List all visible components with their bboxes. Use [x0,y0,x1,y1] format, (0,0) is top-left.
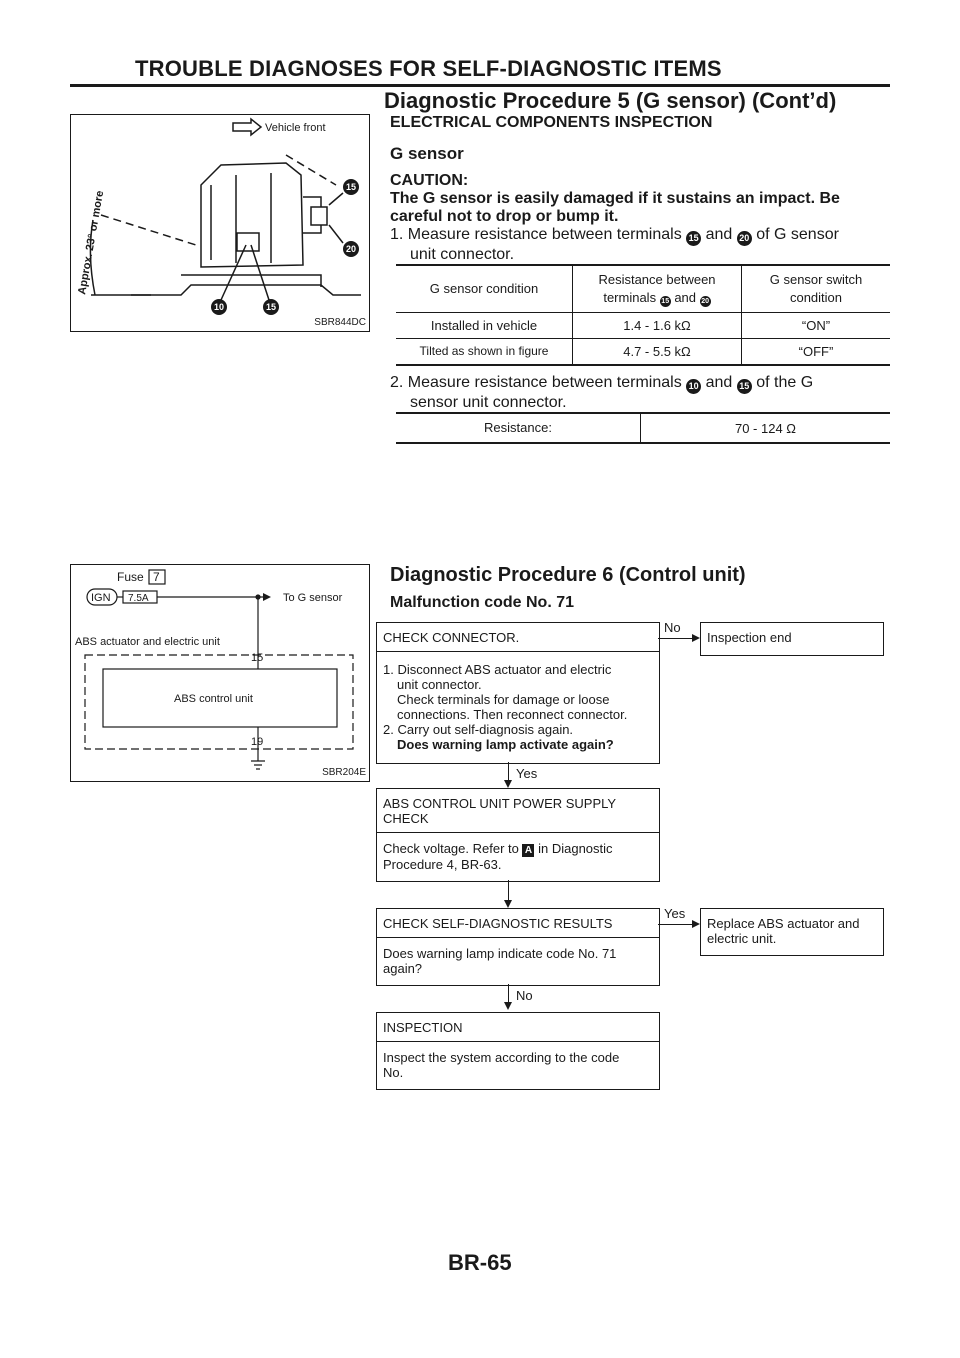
terminal-15-icon: 15 [661,297,670,305]
inspection-end-text: Inspection end [707,630,792,645]
connector [658,924,694,925]
malfunction-code-title: Malfunction code No. 71 [390,594,575,611]
header-rule [70,84,890,87]
terminal-20-marker: 20 [345,244,357,254]
g-sensor-drawing [71,115,369,331]
terminal-20-icon: 20 [737,231,752,246]
inspection-heading: ELECTRICAL COMPONENTS INSPECTION [390,114,713,131]
refer-text-2: in Diagnostic [538,841,613,856]
terminal-15-marker: 15 [345,182,357,192]
step-1-and: and [705,226,733,243]
row-switch: “ON” [801,317,831,333]
arrow-down-icon [504,900,512,908]
row-resistance: 1.4 - 1.6 kΩ [573,312,742,338]
box-text: Does warning lamp indicate code No. 71 [383,946,617,961]
fuse-rating: 7.5A [128,593,149,604]
replace-line: electric unit. [707,931,777,946]
step-2-cont: sensor unit connector. [410,394,567,411]
caution-text: The G sensor is easily damaged if it sustains an impact. Be careful not to drop or bump it. [390,190,840,225]
terminal-15-icon: 15 [737,379,752,394]
step-2-text: 2. Measure resistance between terminals [390,374,682,391]
vehicle-front-label: Vehicle front [265,122,326,134]
self-diagnostic-results-box [376,908,660,986]
replace-unit-text [701,909,883,953]
box-body [377,1042,659,1088]
terminal-10-icon: 10 [686,379,701,394]
refer-text: Check voltage. Refer to [383,841,519,856]
page-number: BR-65 [448,1250,512,1275]
replace-line: Replace ABS actuator and [707,916,860,931]
check-connector-box [376,622,660,764]
box-body [377,652,659,760]
refer-text-3: Procedure 4, BR-63. [383,857,502,872]
figure-code: SBR844DC [314,317,366,328]
step-line: Check terminals for damage or loose [397,692,610,707]
row-condition: Tilted as shown in figure [396,338,573,364]
connector [658,638,694,639]
box1-no-label: No [664,620,681,635]
g-sensor-figure [70,114,370,332]
terminal-20-icon: 20 [701,297,710,305]
page-subtitle: Diagnostic Procedure 5 (G sensor) (Cont’d) [384,88,837,113]
box-title-line: CHECK [383,811,429,826]
control-unit-label: ABS control unit [174,693,253,705]
arrow-right-icon [692,920,700,928]
col-header-resistance-2: terminals [603,289,657,305]
box3-yes-label: Yes [664,906,686,921]
wiring-diagram [70,564,370,782]
pin-15-label: 15 [251,652,264,664]
step-line: 1. Disconnect ABS actuator and electric [383,662,612,677]
wiring-drawing [71,565,369,781]
fuse-label: Fuse [117,570,144,584]
row-switch: “OFF” [798,343,834,359]
to-g-sensor-label: To G sensor [283,592,343,604]
arrow-right-icon [692,634,700,642]
step-1 [390,226,890,264]
terminal-15b-marker: 15 [265,302,277,312]
ign-label: IGN [91,592,111,604]
inspection-end-box [700,622,884,656]
col-header-and: and [674,289,697,305]
box-title-line: ABS CONTROL UNIT POWER SUPPLY [383,796,617,811]
table-row [396,338,890,364]
box-text: again? [383,961,423,976]
section-title: TROUBLE DIAGNOSES FOR SELF-DIAGNOSTIC ITEMS [135,56,722,81]
connector [508,984,509,1004]
inspection-box [376,1012,660,1090]
connector [508,762,509,782]
table-row [396,312,890,338]
box-body [377,833,659,880]
col-header-switch-1: G sensor switch [769,271,863,287]
angle-label: Approx. 23° or more [76,189,107,296]
box-title [377,789,659,833]
step-2-suffix: of the G [756,374,814,391]
procedure-6-title: Diagnostic Procedure 6 (Control unit) [390,564,746,586]
step-1-suffix: of G sensor [756,226,839,243]
step-line: unit connector. [397,677,482,692]
pin-19-label: 19 [251,736,264,748]
box-text: Inspect the system according to the code [383,1050,620,1065]
col-header-switch-2: condition [789,289,843,305]
terminal-10-marker: 10 [213,302,225,312]
actuator-label: ABS actuator and electric unit [75,636,220,648]
power-supply-check-box [376,788,660,882]
box-body [377,938,659,984]
col-header-switch [742,266,891,312]
col-header-resistance-1: Resistance between [598,271,716,287]
reference-a-badge: A [522,844,534,857]
box-title: CHECK SELF-DIAGNOSTIC RESULTS [377,909,659,938]
resistance-label: Resistance: [396,414,641,442]
arrow-down-icon [504,780,512,788]
step-line: 2. Carry out self-diagnosis again. [383,722,574,737]
step-question: Does warning lamp activate again? [397,737,614,752]
step-2 [390,374,890,412]
resistance-table [396,264,890,366]
row-resistance: 4.7 - 5.5 kΩ [573,338,742,364]
resistance-value: 70 - 124 Ω [734,420,797,436]
figure-code: SBR204E [322,767,366,778]
row-condition: Installed in vehicle [396,312,573,338]
step-line: connections. Then reconnect connector. [397,707,628,722]
arrow-down-icon [504,1002,512,1010]
box-text: No. [383,1065,404,1080]
g-sensor-heading: G sensor [390,144,464,163]
col-header-condition: G sensor condition [396,266,573,312]
terminal-15-icon: 15 [686,231,701,246]
connector [508,880,509,902]
resistance-spec-table [396,412,890,444]
replace-unit-box [700,908,884,956]
box-title: INSPECTION [377,1013,659,1042]
col-header-resistance [573,266,742,312]
box1-yes-label: Yes [516,766,538,781]
box-title: CHECK CONNECTOR. [377,623,659,652]
caution-title: CAUTION: [390,172,469,189]
step-2-and: and [705,374,733,391]
step-1-cont: unit connector. [410,246,515,263]
box3-no-label: No [516,988,533,1003]
step-1-text: 1. Measure resistance between terminals [390,226,682,243]
fuse-number: 7 [153,570,160,584]
